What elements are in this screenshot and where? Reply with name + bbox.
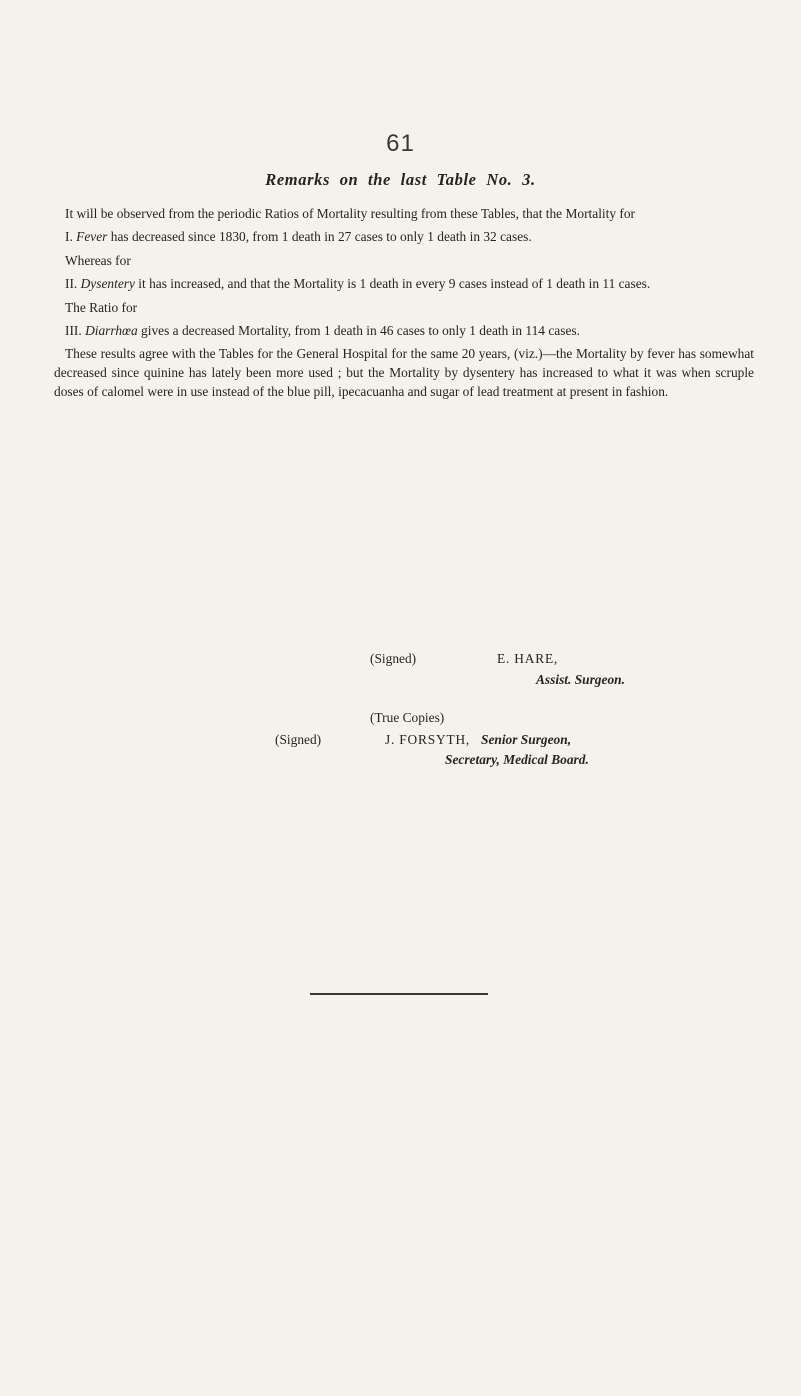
paragraph-conclusion: These results agree with the Tables for the General Hospital for the same 20 years, (viz.)—the Mortality by fever has somewhat decreased since quinine has lately been more used ; but the Mortality by dysentery has increased to what it was when scruple doses of calomel were in use instead of the blue pill, ipecacuanha and sugar of lead treatment at present in fashion. <box>54 346 754 399</box>
page-heading: Remarks on the last Table No. 3. <box>265 170 536 189</box>
signer-title: Assist. Surgeon. <box>536 672 625 687</box>
item-number: I. <box>65 229 73 245</box>
paragraph-ratio: The Ratio for <box>65 299 138 315</box>
disease-name-fever: Fever <box>76 229 108 245</box>
true-copies-label: (True Copies) <box>370 710 445 725</box>
signer-secondary-title: Secretary, Medical Board. <box>445 752 589 767</box>
signed-label: (Signed) <box>275 732 322 747</box>
page-number: 61 <box>386 130 415 157</box>
body-text <box>54 205 754 406</box>
paragraph-diarrhoea <box>54 322 754 341</box>
disease-name-diarrhoea: Diarrhœa <box>85 322 138 338</box>
end-rule <box>310 993 488 995</box>
signer-name: J. FORSYTH, <box>385 732 471 747</box>
signed-label: (Signed) <box>370 651 417 666</box>
paragraph-dysentery-text: it has increased, and that the Mortality is 1 death in every 9 cases instead of 1 death in 11 cases. <box>138 276 651 292</box>
paragraph-intro: It will be observed from the periodic Ratios of Mortality resulting from these Tables, that the Mortality for <box>65 206 636 221</box>
paragraph-diarrhoea-text: gives a decreased Mortality, from 1 death in 46 cases to only 1 death in 114 cases. <box>141 322 580 338</box>
paragraph-dysentery <box>54 275 754 294</box>
item-number: II. <box>65 276 78 292</box>
item-number: III. <box>65 322 82 338</box>
signer-name: E. HARE, <box>497 651 559 666</box>
paragraph-fever <box>54 228 754 247</box>
paragraph-whereas: Whereas for <box>65 252 131 268</box>
paragraph-fever-text: has decreased since 1830, from 1 death in 27 cases to only 1 death in 32 cases. <box>110 229 532 245</box>
signer-title: Senior Surgeon, <box>481 732 572 747</box>
disease-name-dysentery: Dysentery <box>80 276 135 292</box>
